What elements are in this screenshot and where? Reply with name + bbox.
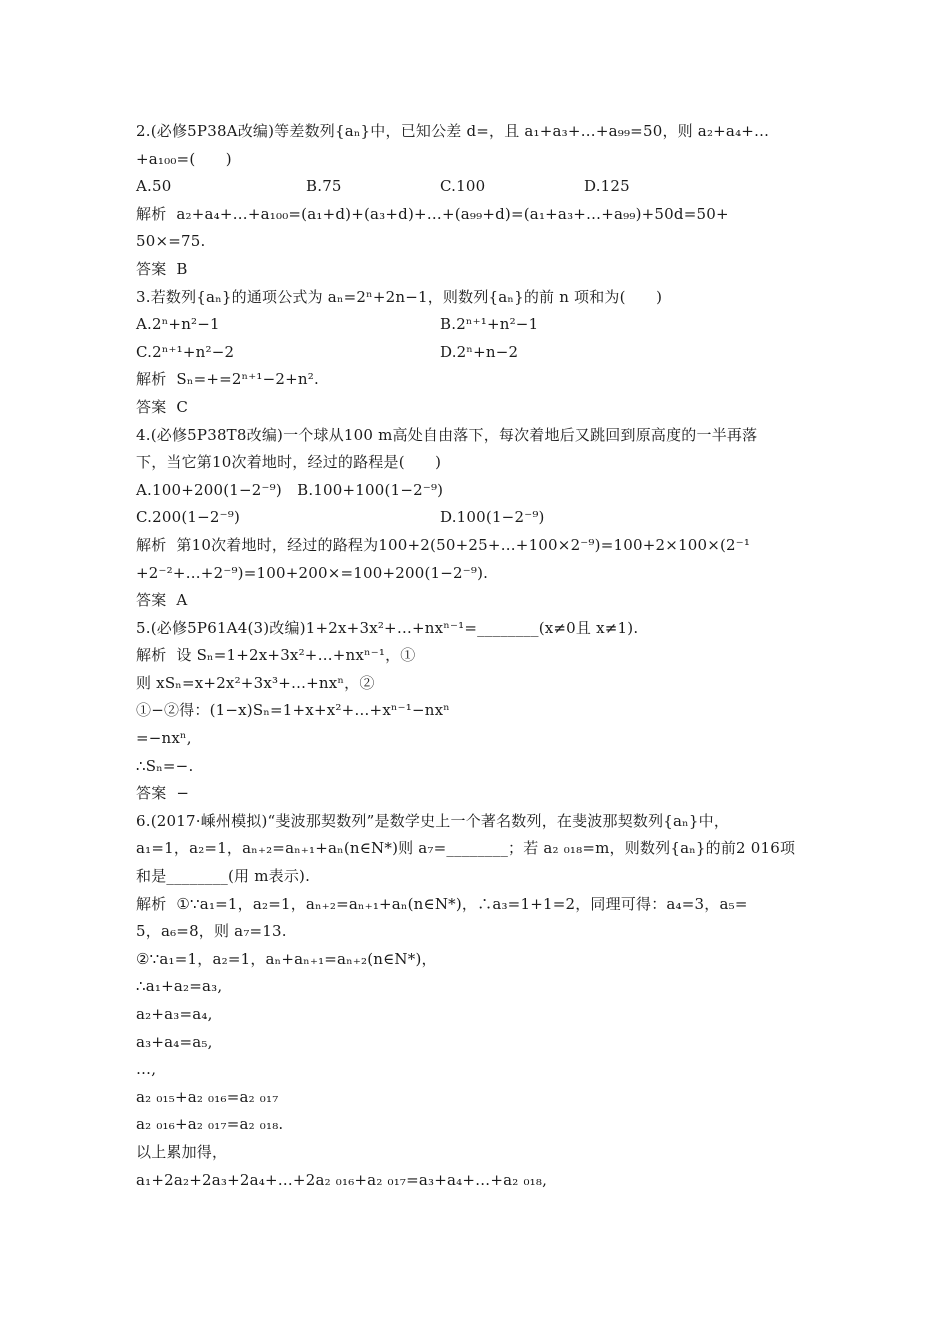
option: D.125 [584, 177, 630, 196]
text-line: +a₁₀₀=( ) [136, 149, 232, 168]
text-line: a₂ ₀₁₅+a₂ ₀₁₆=a₂ ₀₁₇ [136, 1087, 279, 1106]
text-line: 5，a₆=8，则 a₇=13. [136, 922, 287, 941]
text-line: 则 xSₙ=x+2x²+3x³+…+nxⁿ，② [136, 673, 375, 692]
option: D.2ⁿ+n−2 [440, 342, 519, 361]
labeled-line [136, 394, 818, 422]
options-row [136, 477, 818, 505]
option: B.75 [306, 177, 342, 196]
text-line: …, [136, 1060, 157, 1079]
line-label: 解析 [136, 894, 167, 913]
line-body: B [176, 259, 188, 278]
line-label: 答案 [136, 591, 167, 610]
options-row [136, 311, 818, 339]
labeled-line [136, 532, 818, 560]
text-line: 4.(必修5P38T8改编)一个球从100 m高处自由落下，每次着地后又跳回到原高度的一半再落 [136, 425, 758, 444]
line-body: Sₙ=+=2ⁿ⁺¹−2+n². [176, 370, 319, 389]
line-label: 解析 [136, 204, 167, 223]
text-line: a₁+2a₂+2a₃+2a₄+…+2a₂ ₀₁₆+a₂ ₀₁₇=a₃+a₄+…+a₂ ₀₁₈, [136, 1170, 548, 1189]
line-body: ①∵a₁=1，a₂=1，aₙ₊₂=aₙ₊₁+aₙ(n∈N*)，∴a₃=1+1=2，同理可得：a₄=3，a₅= [176, 894, 748, 913]
option: A.100+200(1−2⁻⁹) B.100+100(1−2⁻⁹) [136, 480, 444, 499]
labeled-line [136, 256, 818, 284]
text-line: 2.(必修5P38A改编)等差数列{aₙ}中，已知公差 d=，且 a₁+a₃+…+a₉₉=50，则 a₂+a₄+… [136, 122, 770, 140]
text-line: ①−②得：(1−x)Sₙ=1+x+x²+…+xⁿ⁻¹−nxⁿ [136, 701, 450, 720]
labeled-line [136, 587, 818, 615]
labeled-line [136, 891, 818, 919]
text-line: 以上累加得， [136, 1142, 228, 1161]
text-line: ∴Sₙ=−. [136, 756, 194, 775]
text-line: a₁=1，a₂=1，aₙ₊₂=aₙ₊₁+aₙ(n∈N*)则 a₇=________；若 a₂ ₀₁₈=m，则数列{aₙ}的前2 016项 [136, 839, 796, 858]
text-line: 3.若数列{aₙ}的通项公式为 aₙ=2ⁿ+2n−1，则数列{aₙ}的前 n 项和为( ) [136, 287, 663, 306]
options-row [136, 504, 818, 532]
document-content [136, 118, 818, 1194]
text-line: ②∵a₁=1，a₂=1，aₙ+aₙ₊₁=aₙ₊₂(n∈N*)， [136, 949, 437, 968]
line-label: 答案 [136, 397, 167, 416]
line-label: 答案 [136, 784, 167, 803]
line-body: a₂+a₄+…+a₁₀₀=(a₁+d)+(a₃+d)+…+(a₉₉+d)=(a₁+a₃+…+a₉₉)+50d=50+ [176, 204, 729, 223]
line-label: 答案 [136, 259, 167, 278]
text-line: 50×=75. [136, 232, 206, 251]
text-line: 6.(2017·嵊州模拟)“斐波那契数列”是数学史上一个著名数列，在斐波那契数列{aₙ}中， [136, 811, 730, 830]
option: B.2ⁿ⁺¹+n²−1 [440, 315, 539, 334]
options-row [136, 339, 818, 367]
text-line: =−nxⁿ, [136, 729, 192, 748]
text-line: 5.(必修5P61A4(3)改编)1+2x+3x²+…+nxⁿ⁻¹=________(x≠0且 x≠1). [136, 618, 639, 637]
option: C.100 [440, 177, 486, 196]
line-label: 解析 [136, 370, 167, 389]
option: A.50 [136, 177, 172, 196]
line-label: 解析 [136, 535, 167, 554]
text-line: ∴a₁+a₂=a₃, [136, 977, 223, 996]
option: A.2ⁿ+n²−1 [136, 315, 220, 334]
text-line: a₂ ₀₁₆+a₂ ₀₁₇=a₂ ₀₁₈. [136, 1115, 284, 1134]
text-line: 下，当它第10次着地时，经过的路程是( ) [136, 453, 442, 472]
text-line: a₃+a₄=a₅, [136, 1032, 213, 1051]
labeled-line [136, 201, 818, 229]
text-line: 和是________(用 m表示). [136, 867, 311, 886]
labeled-line [136, 366, 818, 394]
labeled-line [136, 642, 818, 670]
line-body: C [176, 397, 189, 416]
line-body: − [176, 784, 190, 803]
option: D.100(1−2⁻⁹) [440, 508, 545, 527]
line-body: A [176, 591, 188, 610]
text-line: +2⁻²+…+2⁻⁹)=100+200×=100+200(1−2⁻⁹). [136, 563, 489, 582]
line-body: 第10次着地时，经过的路程为100+2(50+25+…+100×2⁻⁹)=100+2×100×(2⁻¹ [176, 535, 751, 554]
line-body: 设 Sₙ=1+2x+3x²+…+nxⁿ⁻¹，① [176, 646, 416, 665]
options-row [136, 173, 818, 201]
line-label: 解析 [136, 646, 167, 665]
option: C.200(1−2⁻⁹) [136, 508, 241, 527]
option: C.2ⁿ⁺¹+n²−2 [136, 342, 235, 361]
text-line: a₂+a₃=a₄, [136, 1005, 213, 1023]
labeled-line [136, 780, 818, 808]
